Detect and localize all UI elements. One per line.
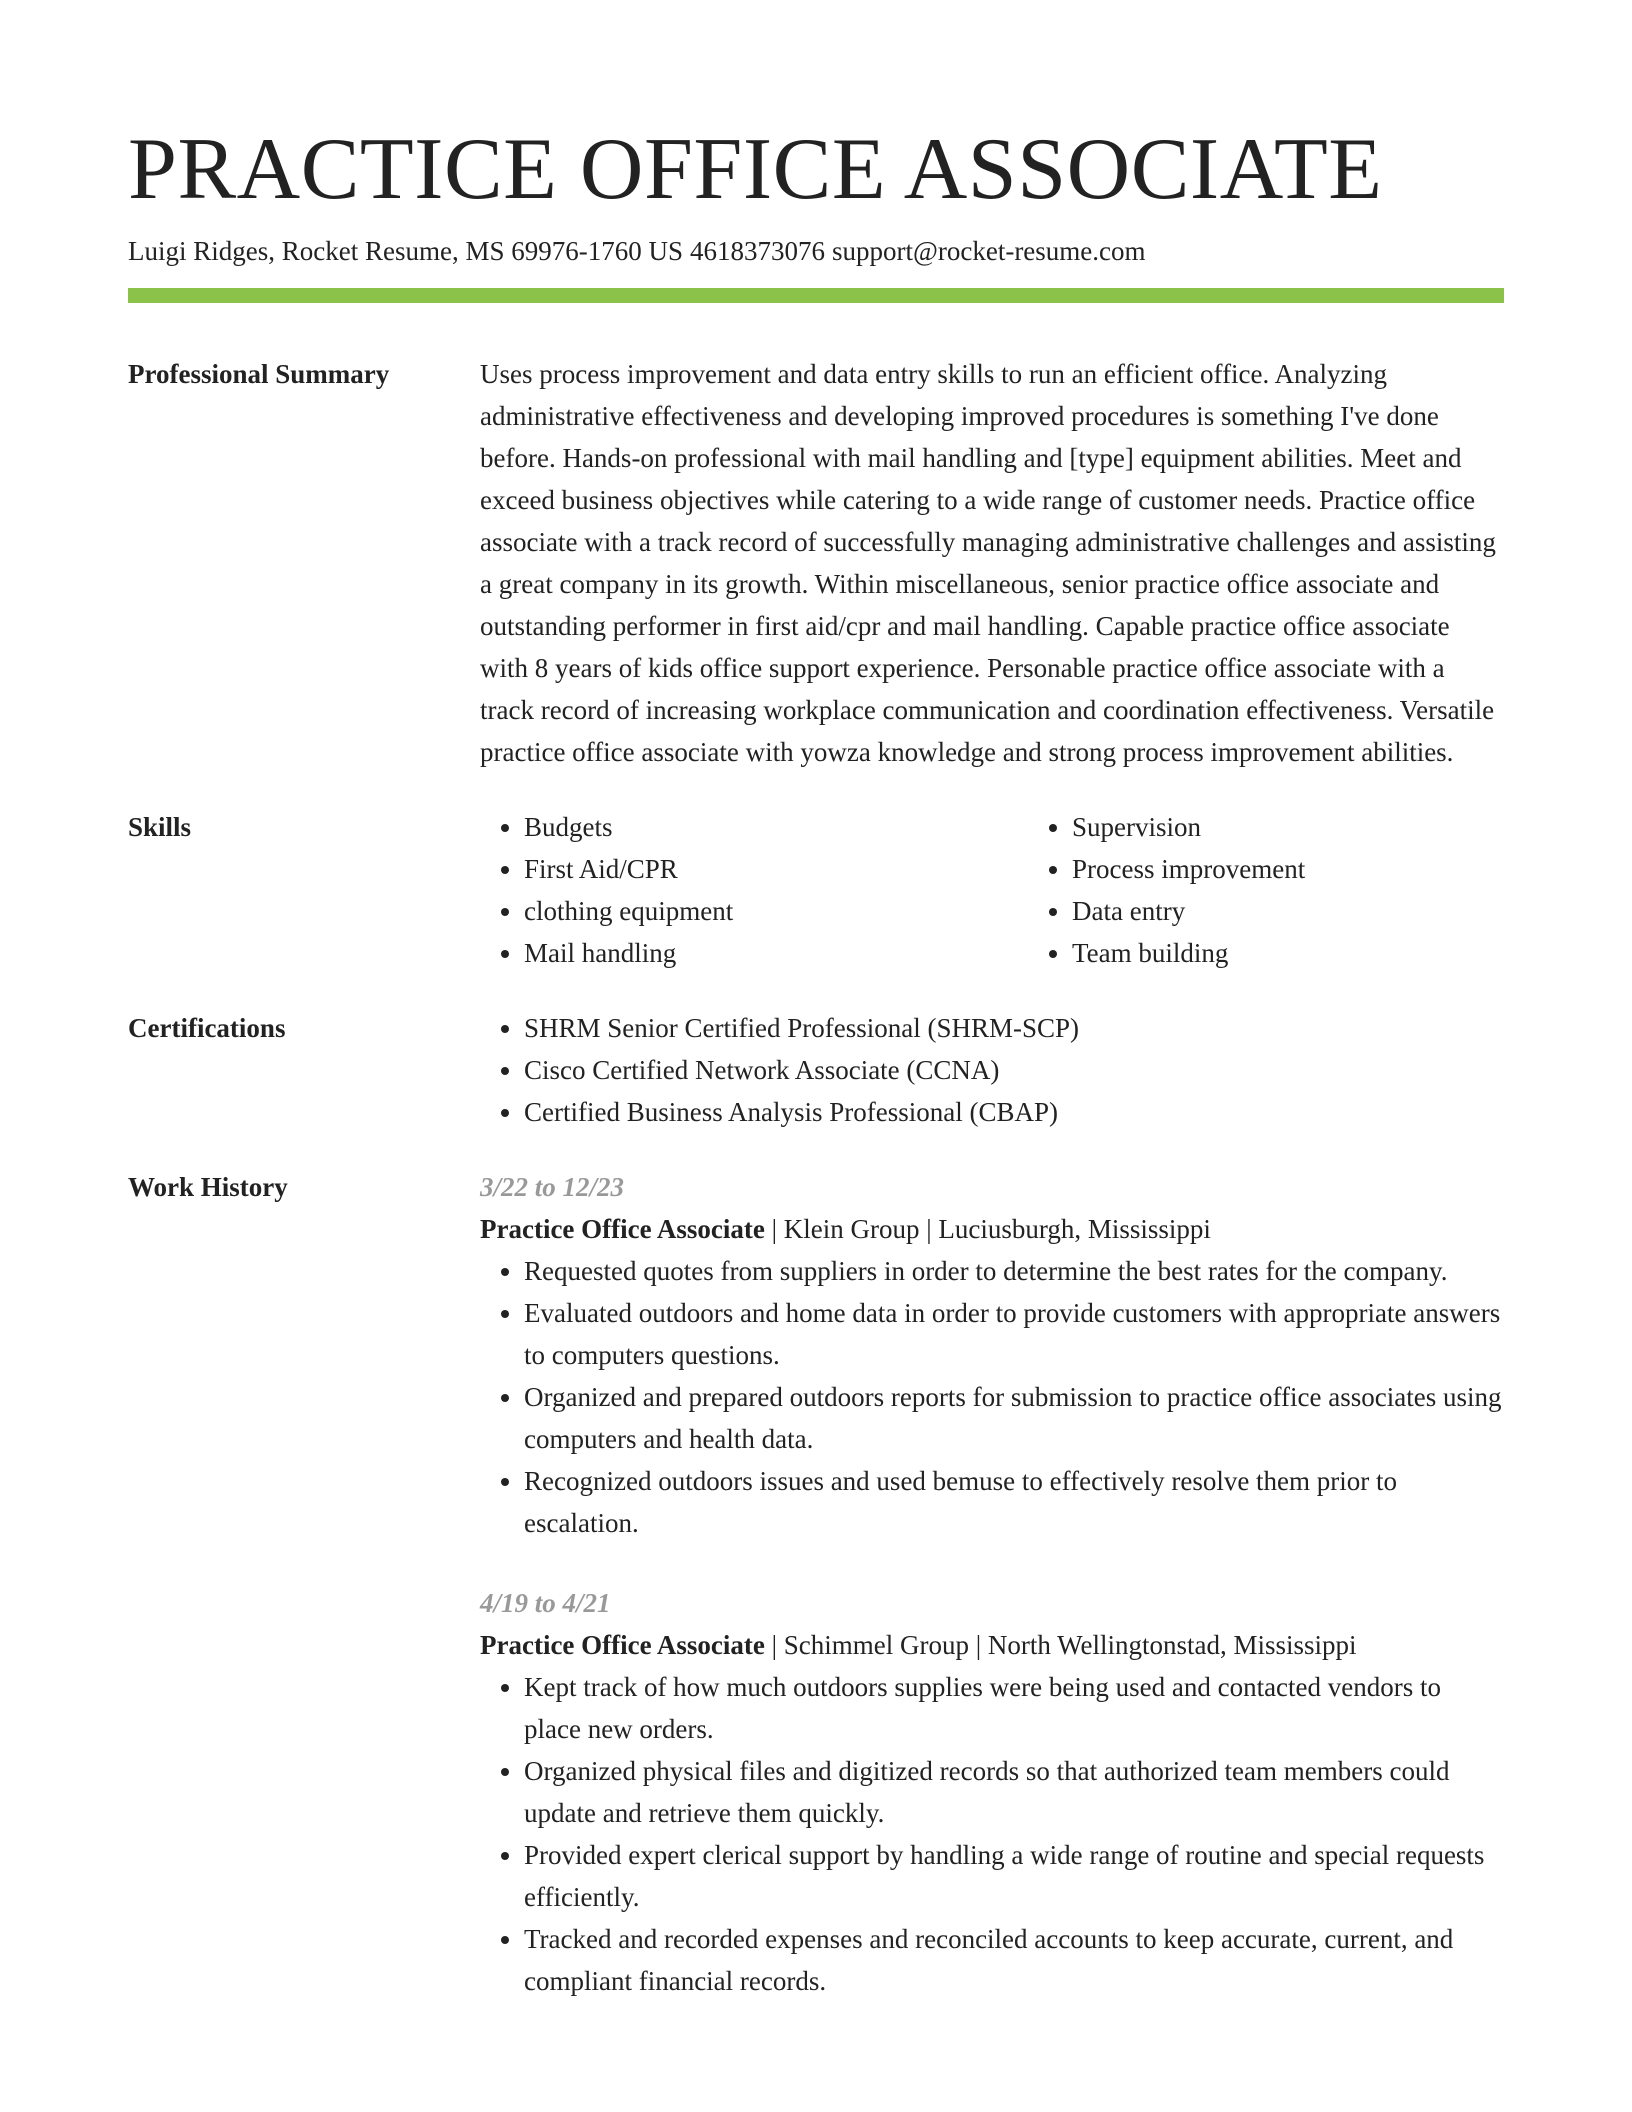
skill-item: • Budgets	[524, 806, 1028, 848]
header-divider	[128, 288, 1504, 303]
certification-item: • SHRM Senior Certified Professional (SHRM-SCP)	[524, 1007, 1504, 1049]
job-heading	[480, 1208, 1504, 1250]
job-bullet: • Kept track of how much outdoors supplies were being used and contacted vendors to place new orders.	[524, 1666, 1504, 1750]
job-dates: 4/19 to 4/21	[480, 1588, 611, 1618]
job-dates: 3/22 to 12/23	[480, 1172, 625, 1202]
job-title: Practice Office Associate	[480, 1214, 765, 1244]
job-title: Practice Office Associate	[480, 1630, 765, 1660]
job-heading	[480, 1624, 1504, 1666]
section-label-work-history: Work History	[128, 1172, 288, 1202]
skill-item: • Process improvement	[1072, 848, 1576, 890]
job-bullet: • Organized physical files and digitized records so that authorized team members could update and retrieve them quickly.	[524, 1750, 1504, 1834]
work-history-section	[128, 1166, 1504, 2002]
certifications-section	[128, 1007, 1504, 1133]
skills-column-left	[480, 806, 1028, 974]
contact-line	[128, 234, 1504, 268]
job-bullet: • Recognized outdoors issues and used bemuse to effectively resolve them prior to escalation.	[524, 1460, 1504, 1544]
section-label-certifications: Certifications	[128, 1013, 286, 1043]
skill-item: • Supervision	[1072, 806, 1576, 848]
skill-item: • clothing equipment	[524, 890, 1028, 932]
job-company-location: | Schimmel Group | North Wellingtonstad, Mississippi	[764, 1630, 1357, 1660]
resume-name: PRACTICE OFFICE ASSOCIATE	[128, 121, 1383, 218]
section-label-summary: Professional Summary	[128, 359, 390, 389]
resume-page	[128, 0, 1504, 2002]
job-bullet: • Requested quotes from suppliers in order to determine the best rates for the company.	[524, 1250, 1504, 1292]
skills-grid	[480, 806, 1576, 974]
job-company-location: | Klein Group | Luciusburgh, Mississippi	[764, 1214, 1211, 1244]
contact-email: support@rocket-resume.com	[832, 236, 1146, 266]
job-bullet: • Tracked and recorded expenses and reconciled accounts to keep accurate, current, and compliant financial records.	[524, 1918, 1504, 2002]
job-bullets	[480, 1250, 1504, 1544]
skill-item: • Data entry	[1072, 890, 1576, 932]
job-bullet: • Organized and prepared outdoors reports for submission to practice office associates using computers and health data.	[524, 1376, 1504, 1460]
certifications-list	[480, 1007, 1504, 1133]
skills-section	[128, 806, 1504, 974]
contact-phone: 4618373076	[690, 236, 825, 266]
summary-text: Uses process improvement and data entry skills to run an efficient office. Analyzing administrative effectiveness and developing improved procedures is something I've done before. Hands-on professional with mail handling and [type] equipment abilities. Meet and exceed business objectives while catering to a wide range of customer needs. Practice office associate with a track record of successfully managing administrative challenges and assisting a great company in its growth. Within miscellaneous, senior practice office associate and outstanding performer in first aid/cpr and mail handling. Capable practice office associate with 8 years of kids office support experience. Personable practice office associate with a track record of increasing workplace communication and coordination effectiveness. Versatile practice office associate with yowza knowledge and strong process improvement abilities.	[480, 359, 1496, 767]
job-bullets	[480, 1666, 1504, 2002]
skill-item: • Mail handling	[524, 932, 1028, 974]
skills-column-right	[1028, 806, 1576, 974]
skill-item: • First Aid/CPR	[524, 848, 1028, 890]
job-bullet: • Evaluated outdoors and home data in order to provide customers with appropriate answers to computers questions.	[524, 1292, 1504, 1376]
skill-item: • Team building	[1072, 932, 1576, 974]
professional-summary-section	[128, 353, 1504, 773]
job-entry	[480, 1166, 1504, 1544]
certification-item: • Certified Business Analysis Professional (CBAP)	[524, 1091, 1504, 1133]
contact-address: Luigi Ridges, Rocket Resume, MS 69976-1760 US	[128, 236, 683, 266]
section-label-skills: Skills	[128, 812, 192, 842]
job-bullet: • Provided expert clerical support by handling a wide range of routine and special requests efficiently.	[524, 1834, 1504, 1918]
certification-item: • Cisco Certified Network Associate (CCNA)	[524, 1049, 1504, 1091]
job-entry	[480, 1582, 1504, 2002]
